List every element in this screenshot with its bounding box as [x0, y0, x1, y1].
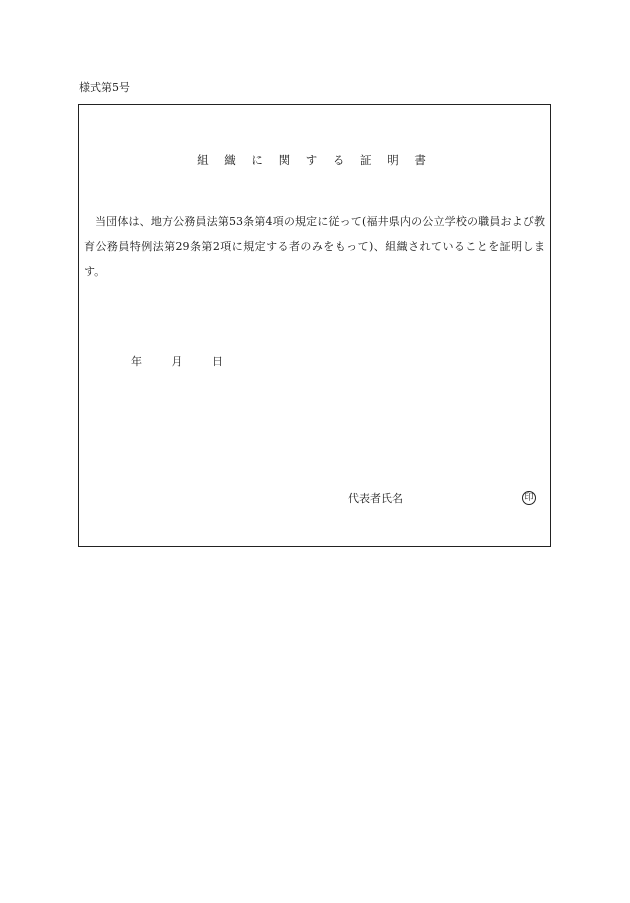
representative-name-label: 代表者氏名 — [348, 492, 403, 505]
form-number: 様式第5号 — [79, 81, 130, 94]
date-month-label: 月 — [171, 355, 183, 368]
seal-stamp-mark: 印 — [522, 491, 536, 505]
date-day-label: 日 — [212, 355, 223, 368]
certificate-body-text: 当団体は、地方公務員法第53条第4項の規定に従って(福井県内の公立学校の職員および教育公務員特例法第29条第2項に規定する者のみをもって)、組織されていることを証明します。 — [84, 215, 545, 278]
date-year-label: 年 — [131, 355, 142, 368]
certificate-title: 組 織 に 関 す る 証 明 書 — [197, 153, 432, 167]
date-line — [131, 355, 223, 369]
certificate-frame — [78, 104, 551, 547]
